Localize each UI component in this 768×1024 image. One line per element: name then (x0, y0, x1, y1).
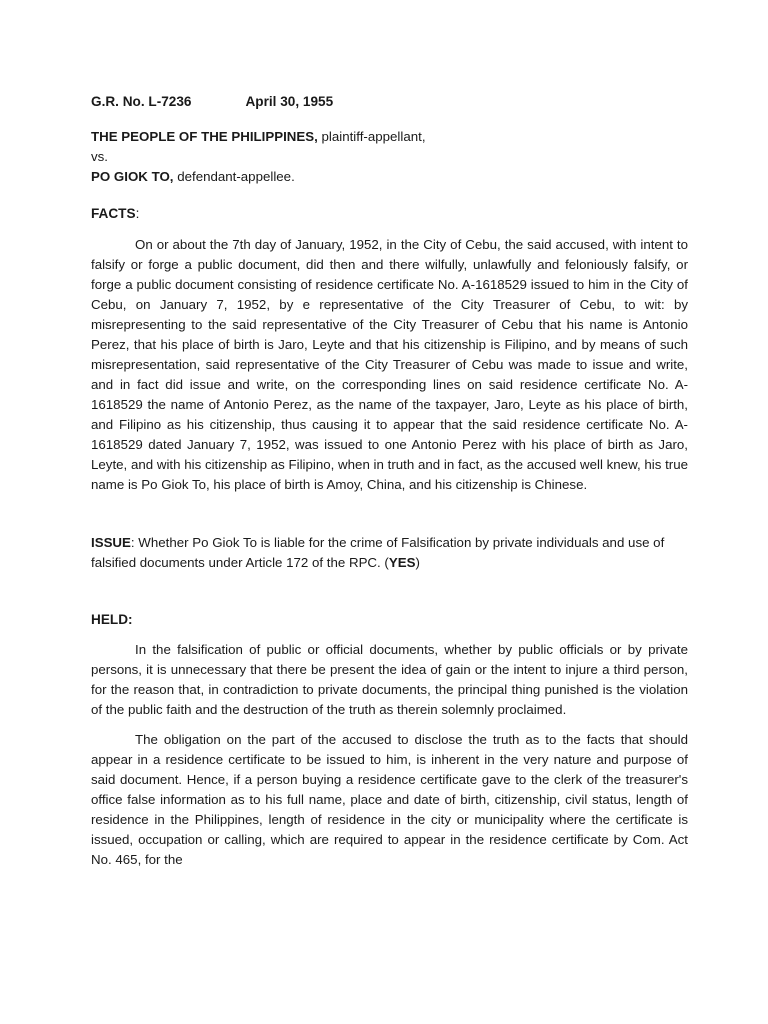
facts-paragraph: On or about the 7th day of January, 1952, in the City of Cebu, the said accused, with intent to falsify or forge a public document, did then and there wilfully, unlawfully and feloniously falsify, or forge a public document consisting of residence certificate No. A-1618529 issued to him in the City of Cebu, on January 7, 1952, by e representative of the City Treasurer of Cebu, to wit: by misrepresenting to the said representative of the City Treasurer of Cebu that his name is Antonio Perez, that his place of birth is Jaro, Leyte and that his citizenship is Filipino, and by means of such misrepresentation, said representative of the City Treasurer of Cebu was made to issue and write, and in fact did issue and write, on the corresponding lines on said residence certificate No. A-1618529 the name of Antonio Perez, as the name of the taxpayer, Jaro, Leyte as his place of birth, and Filipino as his citizenship, thus causing it to appear that the said residence certificate No. A-1618529 dated January 7, 1952, was issued to one Antonio Perez with his place of birth as Jaro, Leyte, and with his citizenship as Filipino, when in truth and in fact, as the accused well knew, his true name is Po Giok To, his place of birth is Amoy, China, and his citizenship is Chinese. (91, 237, 688, 492)
plaintiff-line (91, 127, 688, 147)
case-header (91, 94, 688, 109)
issue-close: ) (415, 555, 420, 570)
held-paragraph-2: The obligation on the part of the accused to disclose the truth as to the facts that should appear in a residence certificate to be issued to him, is inherent in the very nature and purpose of said document. Hence, if a person buying a residence certificate gave to the clerk of the treasurer's office false information as to his full name, place and date of birth, citizenship, civil status, length of residence in the Philippines, length of residence in the city or municipality where the certificate is issued, occupation or calling, which are required to appear in the residence certificate by Com. Act No. 465, for the (91, 732, 688, 867)
held-paragraph-1: In the falsification of public or official documents, whether by public officials or by private persons, it is unnecessary that there be present the idea of gain or the intent to injure a third person, for the reason that, in contradiction to private documents, the principal thing punished is the violation of the public faith and the destruction of the truth as therein solemnly proclaimed. (91, 642, 688, 717)
case-number: G.R. No. L-7236 (91, 94, 192, 109)
issue-paragraph (91, 533, 688, 573)
facts-heading-label: FACTS (91, 206, 136, 221)
defendant-name: PO GIOK TO, (91, 169, 174, 184)
issue-label: ISSUE (91, 535, 131, 550)
plaintiff-name: THE PEOPLE OF THE PHILIPPINES, (91, 129, 318, 144)
plaintiff-role: plaintiff-appellant, (317, 129, 426, 144)
decision-date: April 30, 1955 (245, 94, 334, 109)
case-parties (91, 127, 688, 187)
facts-heading-colon: : (135, 206, 140, 221)
defendant-role: defendant-appellee. (173, 169, 295, 184)
issue-answer: YES (388, 555, 416, 570)
defendant-line (91, 167, 688, 187)
facts-heading (91, 206, 688, 221)
issue-text: : Whether Po Giok To is liable for the crime of Falsification by private individuals and use of falsified documents under Article 172 of the RPC. ( (91, 535, 665, 570)
held-heading: HELD: (91, 612, 133, 627)
versus-line: vs. (91, 149, 108, 164)
